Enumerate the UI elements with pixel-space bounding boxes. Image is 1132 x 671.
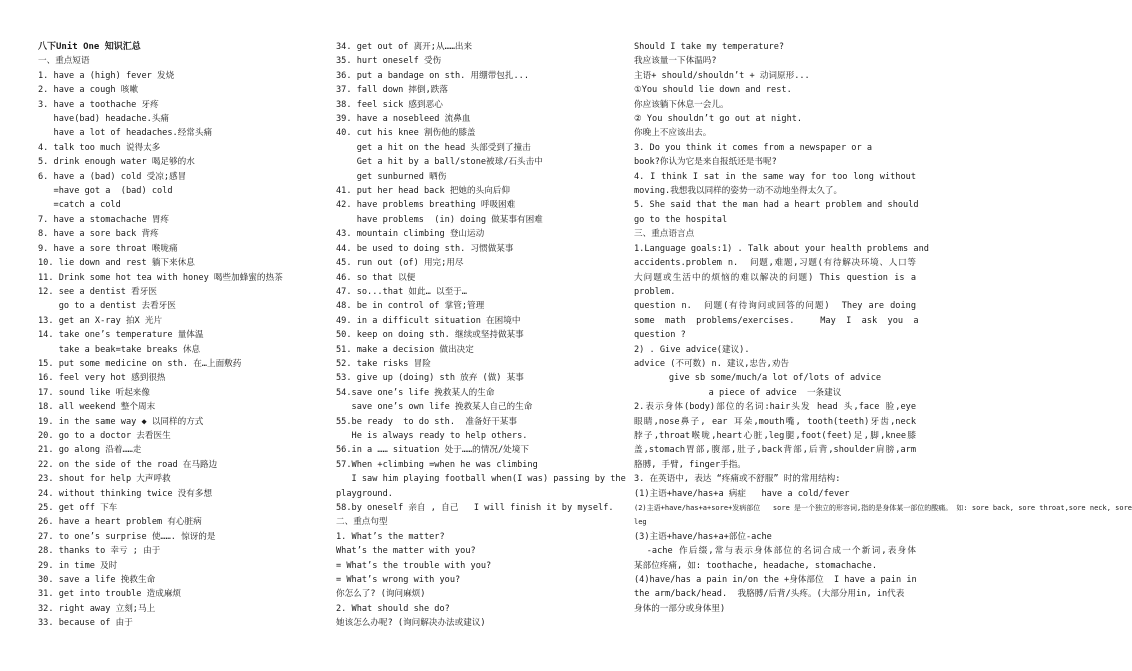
- text-line: 4. talk too much 说得太多: [38, 142, 161, 153]
- text-line: I saw him playing football when(I was) passing by the: [336, 474, 626, 485]
- text-line: =catch a cold: [38, 200, 121, 211]
- text-line: moving.我想我以同样的姿势一动不动地坐得太久了。: [634, 186, 843, 197]
- text-line: ② You shouldn’t go out at night.: [634, 114, 803, 125]
- document-title: 八下Unit One 知识汇总: [38, 42, 141, 52]
- text-line: 6. have a (bad) cold 受凉;感冒: [38, 171, 187, 182]
- text-line: 54.save one’s life 挽救某人的生命: [336, 387, 495, 398]
- text-line: 44. be used to doing sth. 习惯做某事: [336, 243, 514, 254]
- text-line: (1)主语+have/has+a 病症 have a cold/fever: [634, 488, 850, 499]
- text-line: 8. have a sore back 背疼: [38, 229, 159, 240]
- text-line: advice (不可数) n. 建议,忠告,劝告: [634, 358, 789, 369]
- text-line: 45. run out (of) 用完;用尽: [336, 258, 464, 269]
- text-line: 1. have a (high) fever 发烧: [38, 70, 175, 81]
- text-line: playground.: [336, 488, 393, 499]
- text-line: 51. make a decision 做出决定: [336, 344, 474, 355]
- text-line: 胳膊, 手臂, finger手指。: [634, 459, 746, 470]
- text-line: take a beak=take breaks 休息: [38, 344, 201, 355]
- text-line: 你应该躺下休息一会儿。: [634, 99, 729, 110]
- text-line: have a lot of headaches.经常头痛: [38, 128, 213, 139]
- text-line: question ?: [634, 330, 686, 341]
- text-line: 脖子,throat喉咙,heart心脏,leg腿,foot(feet)足,脚,knee膝: [634, 430, 916, 441]
- text-line: the arm/back/head. 我胳膊/后背/头疼。(大部分用in, in代表: [634, 589, 905, 600]
- text-line: a piece of advice 一条建议: [708, 387, 842, 398]
- text-line: -ache 作后缀,常与表示身体部位的名词合成一个新词,表身体: [634, 546, 916, 557]
- text-line: =have got a (bad) cold: [38, 186, 173, 197]
- text-line: 30. save a life 挽救生命: [38, 575, 156, 586]
- text-line: 48. be in control of 掌管;管理: [336, 301, 485, 312]
- text-line: 27. to one’s surprise 使……. 惊讶的是: [38, 531, 216, 542]
- text-line: (2)主语+have/has+a+sore+发病部位 sore 是一个独立的形容词,指的是身体某一部位的酸痛。 如: sore back, sore throat,sore neck, sore: [634, 504, 1132, 512]
- column-right: [634, 40, 1132, 616]
- text-line: 46. so that 以便: [336, 272, 416, 283]
- text-line: 43. mountain climbing 登山运动: [336, 229, 485, 240]
- text-line: 38. feel sick 感到恶心: [336, 99, 443, 110]
- text-line: 19. in the same way ◆ 以同样的方式: [38, 416, 204, 427]
- text-line: question n. 问题(有待询问或回答的问题) They are doing: [634, 301, 916, 312]
- text-line: = What’s the trouble with you?: [336, 560, 492, 571]
- text-line: have(bad) headache.头痛: [38, 114, 170, 125]
- text-line: 主语+ should/shouldn’t + 动词原形...: [634, 70, 810, 81]
- text-line: 11. Drink some hot tea with honey 喝些加蜂蜜的热茶: [38, 272, 283, 283]
- text-line: 47. so...that 如此… 以至于…: [336, 286, 467, 297]
- text-line: give sb some/much/a lot of/lots of advice: [668, 373, 882, 384]
- text-line: = What’s wrong with you?: [336, 575, 461, 586]
- text-line: Should I take my temperature?: [634, 42, 785, 52]
- text-line: save one’s own life 挽救某人自己的生命: [336, 402, 533, 413]
- text-line: 24. without thinking twice 没有多想: [38, 488, 213, 499]
- text-line: 我应该量一下体温吗?: [634, 56, 717, 67]
- text-line: 14. take one’s temperature 量体温: [38, 330, 204, 341]
- text-line: 23. shout for help 大声呼救: [38, 474, 171, 485]
- text-line: 52. take risks 冒险: [336, 358, 431, 369]
- text-line: 29. in time 及时: [38, 560, 118, 571]
- text-line: 31. get into trouble 造成麻烦: [38, 589, 182, 600]
- text-line: 三、重点语言点: [634, 229, 695, 240]
- text-line: 58.by oneself 亲自 , 自己 I will finish it by myself.: [336, 503, 614, 513]
- text-line: What’s the matter with you?: [336, 546, 476, 557]
- text-line: 17. sound like 听起来像: [38, 387, 150, 398]
- text-line: 7. have a stomachache 胃疼: [38, 214, 170, 225]
- text-line: 18. all weekend 整个周末: [38, 402, 156, 413]
- text-line: 35. hurt oneself 受伤: [336, 56, 442, 67]
- text-line: 她该怎么办呢? (询问解决办法或建议): [336, 618, 486, 629]
- text-line: leg: [634, 518, 647, 527]
- text-line: book?你认为它是来自报纸还是书呢?: [634, 157, 777, 168]
- text-line: 1.Language goals:1) . Talk about your health problems and: [634, 243, 929, 254]
- text-line: 3. Do you think it comes from a newspaper or a: [634, 142, 872, 153]
- text-line: 2.表示身体(body)部位的名词:hair头发 head 头,face 脸,eye: [634, 402, 916, 413]
- text-line: 盖,stomach胃部,腹部,肚子,back背部,后背,shoulder肩膀,arm: [634, 445, 916, 456]
- text-line: 21. go along 沿着……走: [38, 445, 142, 456]
- text-line: 33. because of 由于: [38, 618, 133, 629]
- text-line: 39. have a nosebleed 流鼻血: [336, 114, 471, 125]
- text-line: 5. drink enough water 喝足够的水: [38, 157, 195, 168]
- text-line: 大问题或生活中的烦恼的难以解决的问题) This question is a: [634, 272, 916, 283]
- text-line: 36. put a bandage on sth. 用绷带包扎...: [336, 70, 530, 81]
- text-line: 53. give up (doing) sth 放弃 (做) 某事: [336, 373, 524, 384]
- text-line: 25. get off 下车: [38, 503, 118, 513]
- text-line: 57.When +climbing =when he was climbing: [336, 459, 538, 470]
- text-line: 55.be ready to do sth. 准备好干某事: [336, 416, 517, 427]
- text-line: (4)have/has a pain in/on the +身体部位 I have a pain in: [634, 575, 917, 586]
- text-line: get sunburned 晒伤: [336, 171, 447, 182]
- text-line: 3. have a toothache 牙疼: [38, 99, 159, 110]
- text-line: 3. 在英语中, 表达 “疼痛或不舒服” 时的常用结构:: [634, 474, 841, 485]
- text-line: 34. get out of 离开;从……出来: [336, 42, 473, 52]
- text-line: 10. lie down and rest 躺下来休息: [38, 258, 195, 269]
- text-line: 49. in a difficult situation 在困境中: [336, 315, 521, 326]
- text-line: 9. have a sore throat 喉咙痛: [38, 243, 178, 254]
- text-line: 你晚上不应该出去。: [634, 128, 712, 139]
- text-line: 32. right away 立刻;马上: [38, 603, 156, 614]
- text-line: 37. fall down 摔倒,跌落: [336, 85, 448, 96]
- text-line: 你怎么了? (询问麻烦): [336, 589, 426, 600]
- text-line: 2. have a cough 咳嗽: [38, 85, 138, 96]
- text-line: go to a dentist 去看牙医: [38, 301, 176, 312]
- text-line: 40. cut his knee 割伤他的膝盖: [336, 128, 476, 139]
- text-line: 28. thanks to 幸亏 ; 由于: [38, 546, 161, 557]
- text-line: 22. on the side of the road 在马路边: [38, 459, 218, 470]
- column-left: [38, 40, 330, 631]
- text-line: 眼睛,nose鼻子, ear 耳朵,mouth嘴, tooth(teeth)牙齿,neck: [634, 416, 916, 427]
- text-line: 12. see a dentist 看牙医: [38, 286, 157, 297]
- text-line: 2. What should she do?: [336, 603, 450, 614]
- text-line: some math problems/exercises. May I ask you a: [634, 315, 919, 326]
- text-line: 4. I think I sat in the same way for too long without: [634, 171, 916, 182]
- text-line: get a hit on the head 头部受到了撞击: [336, 142, 531, 153]
- column-middle: [336, 40, 624, 631]
- text-line: Get a hit by a ball/stone被球/石头击中: [336, 157, 543, 168]
- text-line: accidents.problem n. 问题,难题,习题(有待解决环境、人口等: [634, 258, 916, 269]
- text-line: 41. put her head back 把她的头向后仰: [336, 186, 510, 197]
- text-line: 50. keep on doing sth. 继续或坚持做某事: [336, 330, 524, 341]
- text-line: 13. get an X-ray 拍X 光片: [38, 315, 163, 326]
- text-line: ①You should lie down and rest.: [634, 85, 792, 96]
- text-line: He is always ready to help others.: [336, 430, 528, 441]
- text-line: have problems (in) doing 做某事有困难: [336, 214, 543, 225]
- text-line: 42. have problems breathing 呼吸困难: [336, 200, 516, 211]
- text-line: 20. go to a doctor 去看医生: [38, 430, 171, 441]
- text-line: problem.: [634, 286, 676, 297]
- text-line: 1. What’s the matter?: [336, 531, 445, 542]
- text-line: 二、重点句型: [336, 517, 388, 528]
- text-line: 一、重点短语: [38, 56, 90, 67]
- text-line: go to the hospital: [634, 214, 728, 225]
- text-line: (3)主语+have/has+a+部位-ache: [634, 531, 772, 542]
- text-line: 15. put some medicine on sth. 在…上面敷药: [38, 358, 242, 369]
- text-line: 16. feel very hot 感到很热: [38, 373, 166, 384]
- text-line: 2) . Give advice(建议).: [634, 344, 750, 355]
- text-line: 5. She said that the man had a heart problem and should: [634, 200, 919, 211]
- text-line: 身体的一部分或身体里): [634, 603, 726, 614]
- text-line: 某部位疼痛, 如: toothache, headache, stomachache.: [634, 560, 877, 571]
- text-line: 56.in a …… situation 处于……的情况/处境下: [336, 445, 529, 456]
- text-line: 26. have a heart problem 有心脏病: [38, 517, 202, 528]
